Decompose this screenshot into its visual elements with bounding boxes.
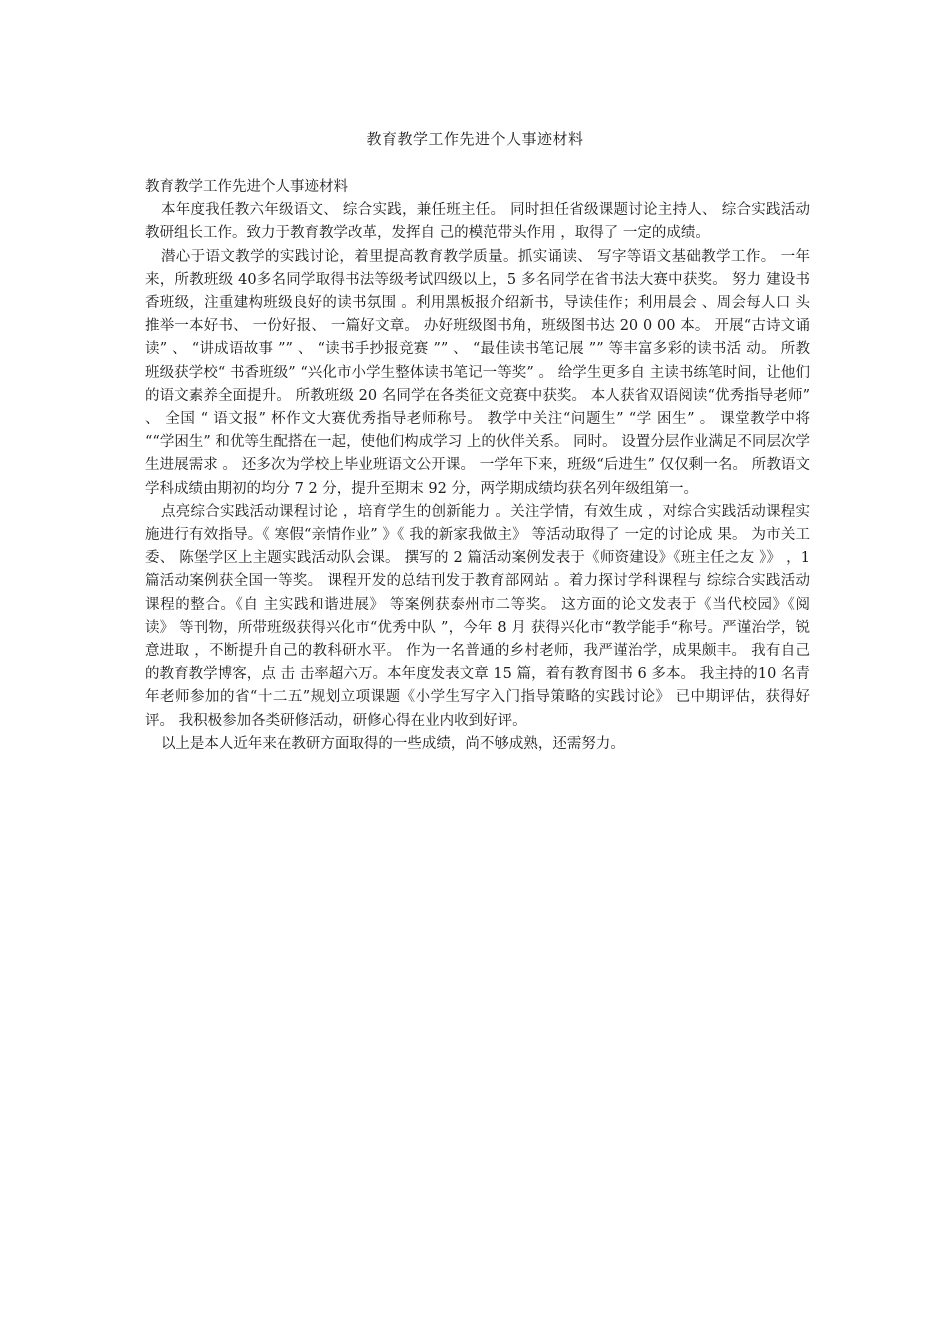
document-title: 教育教学工作先进个人事迹材料 xyxy=(366,130,584,148)
paragraph-conclusion: 以上是本人近年来在教研方面取得的一些成绩，尚不够成熟，还需努力。 xyxy=(160,735,625,752)
document-body xyxy=(145,176,810,756)
document-subtitle: 教育教学工作先进个人事迹材料 xyxy=(145,179,348,195)
paragraph-practice-activities: 点亮综合实践活动课程讨论 ，培育学生的创新能力 。关注学情，有效生成 ，对综合实践活动课程实施进行有效指导。《 寒假“亲情作业” 》《 我的新家我做主》 等活动取得了 一定的讨论成 果。 为市关工委、 陈堡学区上主题实践活动队会课。 撰写的 2 篇活动案例发表于《师资建设》《班主任之友 》》 ，1 篇活动案例获全国一等奖。 课程开发的总结刊发于教育部网站 。着力探讨学科课程与 综综合实践活动课程的整合。《自 主实践和谐进展》 等案例获泰州市二等奖。 这方面的论文发表于《当代校园》《阅读》 等刊物，所带班级获得兴化市“优秀中队 ”，今年 8 月 获得兴化市“教学能手“称号。严谨治学，锐意进取 ，不断提升自己的教科研水平。 作为一名普通的乡村老师，我严谨治学，成果颇丰。 我有自己的教育教学博客，点 击 击率超六万。本年度发表文章 15 篇，着有教育图书 6 多本。 我主持的10 名青年老师参加的省“十二五”规划立项课题《小学生写字入门指导策略的实践讨论》 已中期评估，获得好评。 我积极参加各类研修活动，研修心得在业内收到好评。 xyxy=(145,503,810,729)
paragraph-chinese-teaching: 潜心于语文教学的实践讨论，着里提高教育教学质量。抓实诵读、 写字等语文基础教学工作。 一年来，所教班级 40多名同学取得书法等级考试四级以上，5 多名同学在省书法大赛中获奖。 努力 建设书香班级，注重建构班级良好的读书氛围 。利用黑板报介绍新书，导读佳作；利用晨会 、周会每人口 头推举一本好书、 一份好报、 一篇好文章。 办好班级图书角，班级图书达 20 0 00 本。 开展“古诗文诵读” 、 “讲成语故事 ”” 、 “读书手抄报竞赛 ”” 、 “最佳读书笔记展 ”” 等丰富多彩的读书活 动。 所教班级获学校“ 书香班级” “兴化市小学生整体读书笔记一等奖” 。 给学生更多自 主读书练笔时间，让他们的语文素养全面提升。 所教班级 20 名同学在各类征文竞赛中获奖。 本人获省双语阅读“优秀指导老师” 、 全国 “ 语文报” 杯作文大赛优秀指导老师称号。 教学中关注“问题生” “学 困生” 。 课堂教学中将 ““学困生” 和优等生配搭在一起，使他们构成学习 上的伙伴关系。 同时。 设置分层作业满足不同层次学生进展需求 。 还多次为学校上毕业班语文公开课。 一学年下来，班级“后进生” 仅仅剩一名。 所教语文学科成绩由期初的均分 7 2 分，提升至期末 92 分，两学期成绩均获名列年级组第一。 xyxy=(145,248,810,497)
paragraph-intro: 本年度我任教六年级语文、 综合实践，兼任班主任。 同时担任省级课题讨论主持人、 综合实践活动教研组长工作。致力于教育教学改革，发挥自 己的模范带头作用 ，取得了 一定的成绩。 xyxy=(145,202,810,242)
